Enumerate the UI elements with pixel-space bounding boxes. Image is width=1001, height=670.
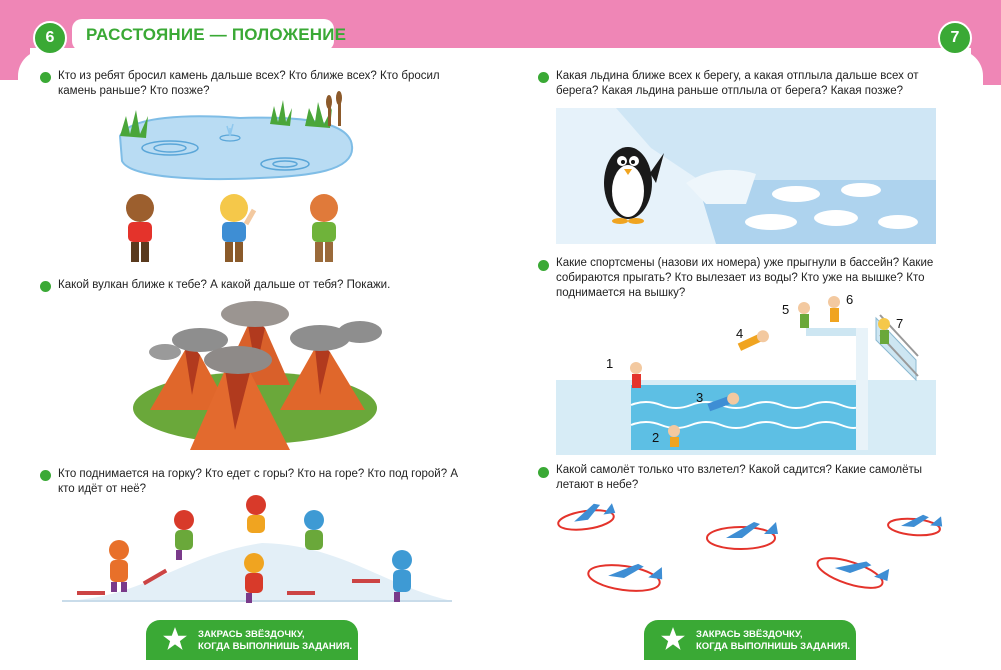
- pool-illustration: [556, 290, 936, 455]
- bullet-icon: [40, 470, 51, 481]
- bullet-icon: [40, 72, 51, 83]
- iceberg-illustration: [556, 108, 936, 244]
- diver-number-4: 4: [736, 326, 744, 341]
- footer-text: ЗАКРАСЬ ЗВЁЗДОЧКУ, КОГДА ВЫПОЛНИШЬ ЗАДАНИЯ.: [198, 629, 353, 652]
- airplane-icon: [707, 522, 778, 549]
- footer-text: ЗАКРАСЬ ЗВЁЗДОЧКУ, КОГДА ВЫПОЛНИШЬ ЗАДАНИЯ.: [696, 629, 851, 652]
- airplane-icon: [814, 547, 891, 595]
- bullet-icon: [538, 467, 549, 478]
- airplane-icon: [887, 512, 943, 538]
- airplane-icon: [587, 557, 664, 595]
- right-task-3-text: Какой самолёт только что взлетел? Какой садится? Какие самолёты летают в небе?: [556, 464, 923, 491]
- left-task-1-text: Кто из ребят бросил камень дальше всех? Кто ближе всех? Кто бросил камень раньше? Кто позже?: [58, 70, 440, 97]
- right-page-number: 7: [938, 21, 972, 55]
- right-footer-banner: [644, 620, 856, 660]
- diver-number-5: 5: [782, 302, 790, 317]
- bullet-icon: [538, 72, 549, 83]
- left-task-2-text: Какой вулкан ближе к тебе? А какой дальше от тебя? Покажи.: [58, 279, 391, 291]
- star-icon[interactable]: [660, 626, 686, 652]
- left-page-number: 6: [33, 21, 67, 55]
- bullet-icon: [40, 281, 51, 292]
- left-footer-banner: [146, 620, 358, 660]
- planes-illustration: [556, 500, 946, 610]
- diver-number-2: 2: [652, 430, 660, 445]
- bullet-icon: [538, 260, 549, 271]
- diver-number-3: 3: [696, 390, 704, 405]
- left-task-3-text: Кто поднимается на горку? Кто едет с горы? Кто на горе? Кто под горой? А кто идёт от неё?: [58, 468, 458, 495]
- title-box: [72, 19, 347, 51]
- right-task-2-text: Какие спортсмены (назови их номера) уже прыгнули в бассейн? Какие собираются прыгать? Кто вылезает из воды? Кто уже на вышке? Кто поднимается на вышку?: [556, 257, 934, 299]
- volcanoes-illustration: [130, 300, 385, 460]
- right-task-1-text: Какая льдина ближе всех к берегу, а какая отплыла дальше всех от берега? Какая льдина раньше отплыла от берега? Какая позже?: [556, 70, 919, 97]
- diver-number-1: 1: [606, 356, 614, 371]
- star-icon[interactable]: [162, 626, 188, 652]
- airplane-icon: [556, 501, 617, 533]
- diver-number-7: 7: [896, 316, 904, 331]
- hill-illustration: [62, 495, 452, 610]
- diver-number-6: 6: [846, 292, 854, 307]
- pond-illustration: [110, 96, 370, 271]
- page-title: РАССТОЯНИЕ — ПОЛОЖЕНИЕ: [86, 25, 347, 44]
